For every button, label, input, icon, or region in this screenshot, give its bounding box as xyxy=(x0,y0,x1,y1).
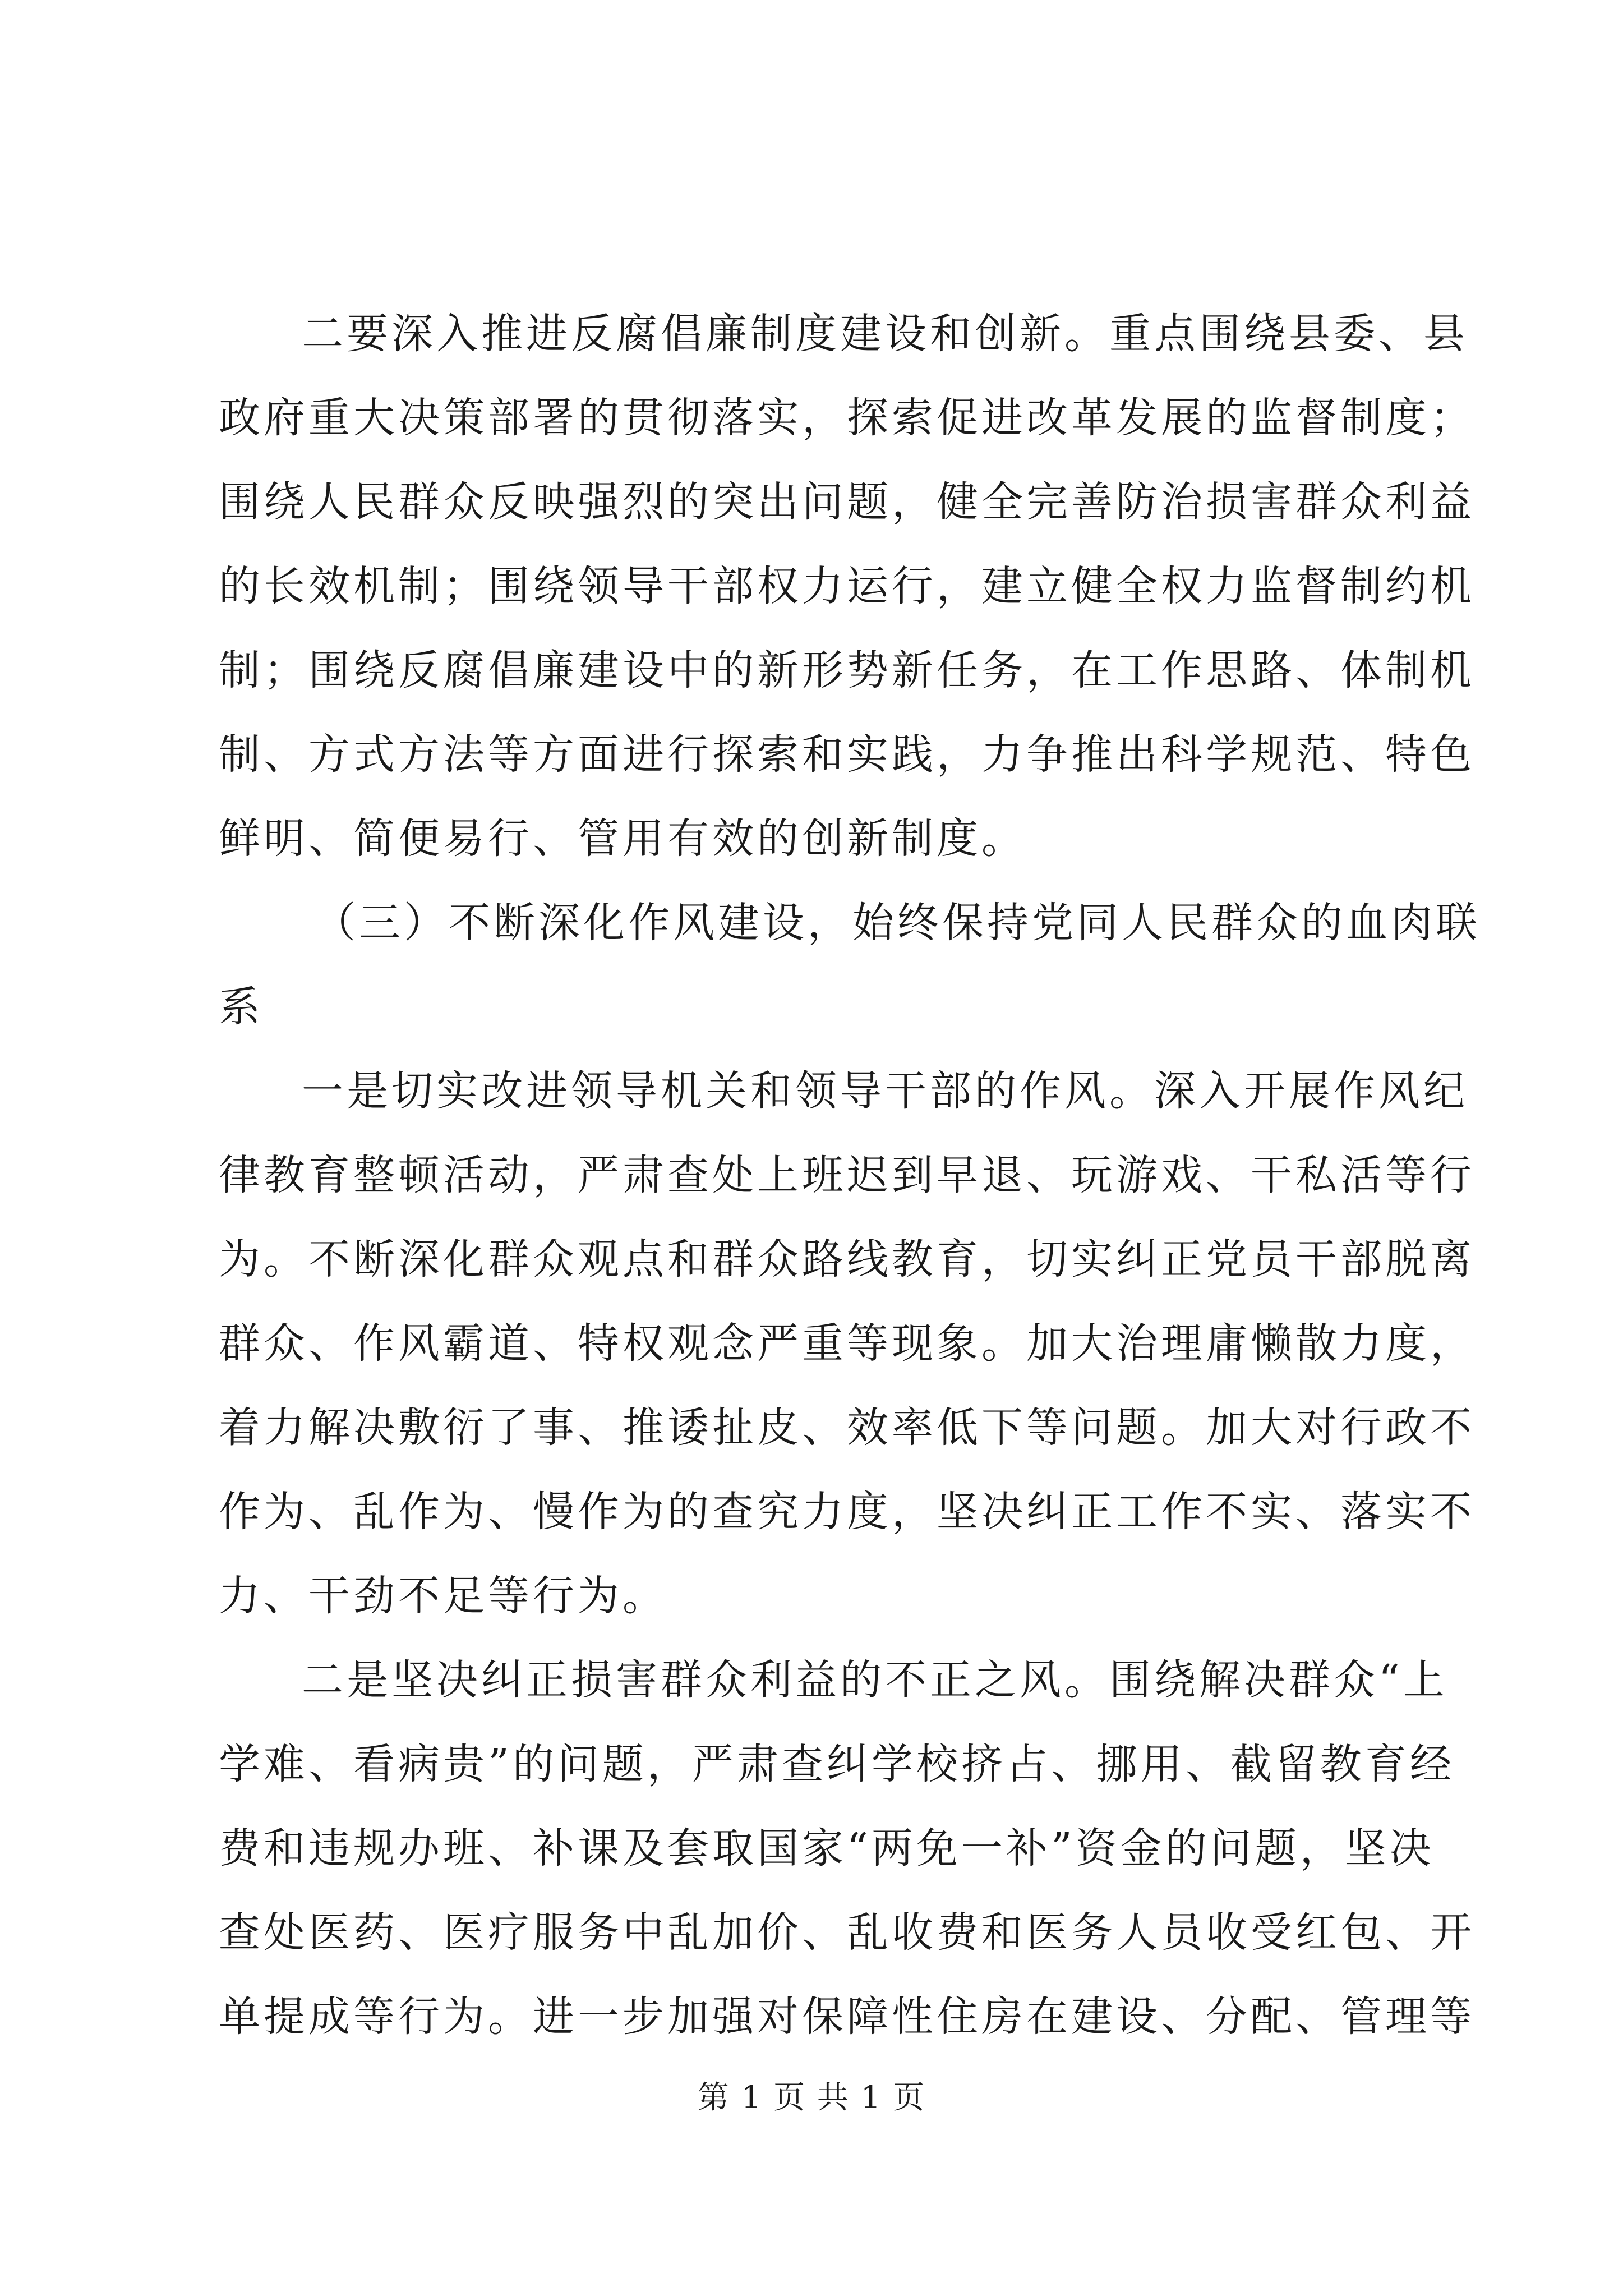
paragraph-3a-line-6: 作为、乱作为、慢作为的查究力度，坚决纠正工作不实、落实不 xyxy=(219,1488,1475,1536)
paragraph-3a-line-4: 群众、作风霸道、特权观念严重等现象。加大治理庸懒散力度， xyxy=(219,1319,1475,1368)
paragraph-3a-line-5: 着力解决敷衍了事、推诿扯皮、效率低下等问题。加大对行政不 xyxy=(219,1404,1475,1452)
paragraph-3a-line-7: 力、干劲不足等行为。 xyxy=(219,1572,667,1620)
paragraph-2-line-2: 政府重大决策部署的贯彻落实，探索促进改革发展的监督制度； xyxy=(219,394,1475,442)
paragraph-3b-line-4: 查处医药、医疗服务中乱加价、乱收费和医务人员收受红包、开 xyxy=(219,1908,1475,1957)
paragraph-3b-line-5: 单提成等行为。进一步加强对保障性住房在建设、分配、管理等 xyxy=(219,1993,1475,2041)
paragraph-3a-line-2: 律教育整顿活动，严肃查处上班迟到早退、玩游戏、干私活等行 xyxy=(219,1151,1475,1199)
paragraph-2-line-1: 二要深入推进反腐倡廉制度建设和创新。重点围绕县委、县 xyxy=(302,310,1468,358)
section-3-heading-line-2: 系 xyxy=(219,983,264,1031)
paragraph-2-line-5: 制；围绕反腐倡廉建设中的新形势新任务，在工作思路、体制机 xyxy=(219,646,1475,694)
paragraph-3a-line-3: 为。不断深化群众观点和群众路线教育，切实纠正党员干部脱离 xyxy=(219,1235,1475,1283)
paragraph-2-line-7: 鲜明、简便易行、管用有效的创新制度。 xyxy=(219,815,1026,863)
section-3-heading-line-1: （三）不断深化作风建设，始终保持党同人民群众的血肉联 xyxy=(314,899,1481,947)
paragraph-3b-line-3: 费和违规办班、补课及套取国家“两免一补”资金的问题，坚决 xyxy=(219,1824,1435,1872)
paragraph-2-line-4: 的长效机制；围绕领导干部权力运行，建立健全权力监督制约机 xyxy=(219,562,1475,610)
paragraph-2-line-6: 制、方式方法等方面进行探索和实践，力争推出科学规范、特色 xyxy=(219,730,1475,779)
paragraph-3b-line-2: 学难、看病贵”的问题，严肃查纠学校挤占、挪用、截留教育经 xyxy=(219,1740,1455,1788)
paragraph-3a-line-1: 一是切实改进领导机关和领导干部的作风。深入开展作风纪 xyxy=(302,1067,1468,1115)
page-footer: 第 1 页 共 1 页 xyxy=(697,2079,926,2116)
paragraph-2-line-3: 围绕人民群众反映强烈的突出问题，健全完善防治损害群众利益 xyxy=(219,478,1475,526)
paragraph-3b-line-1: 二是坚决纠正损害群众利益的不正之风。围绕解决群众“上 xyxy=(302,1656,1448,1704)
